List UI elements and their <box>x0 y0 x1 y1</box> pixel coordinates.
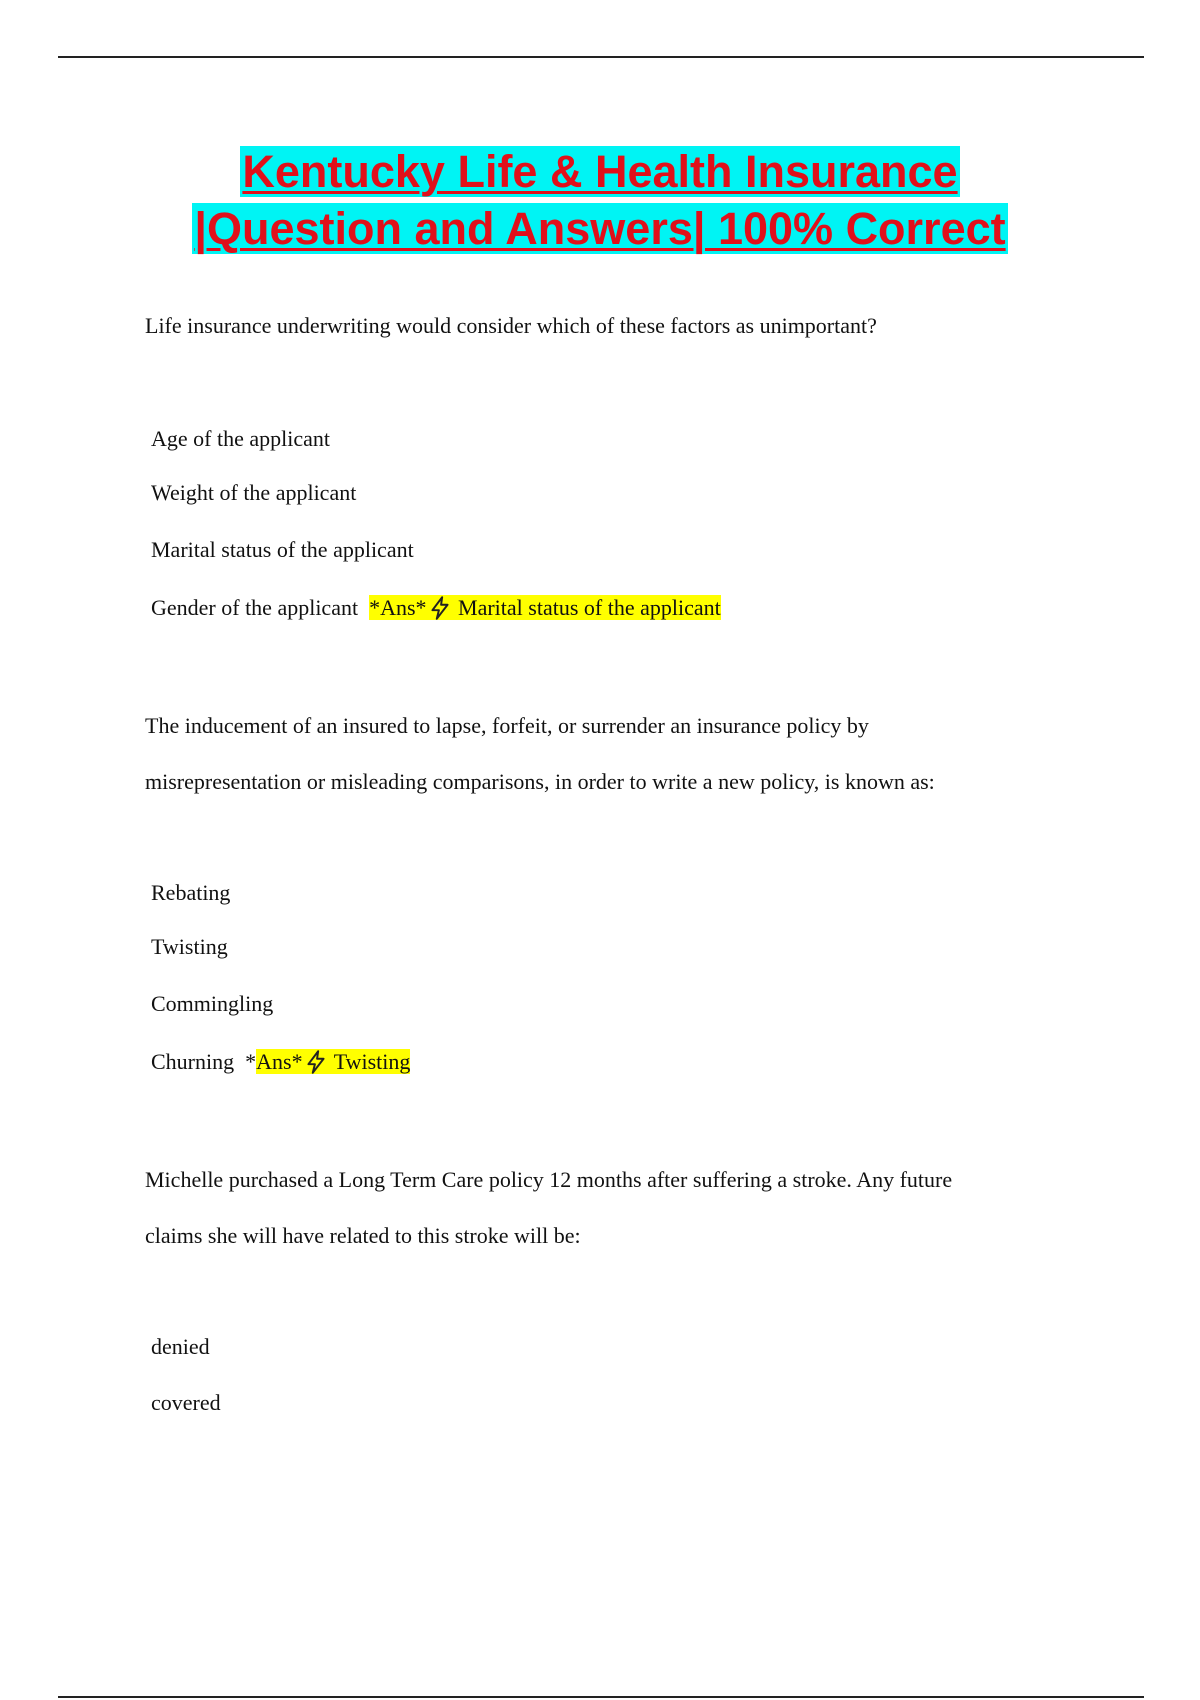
question-2-answer <box>256 1049 410 1074</box>
title-line-1: Kentucky Life & Health Insurance <box>242 146 958 197</box>
question-1-option-4: Gender of the applicant <box>151 595 359 620</box>
question-2-option-4-row <box>151 1047 410 1077</box>
question-2-answer-prefix: Ans* <box>256 1049 303 1074</box>
question-2-option-2: Twisting <box>151 934 228 959</box>
lightning-bolt-icon <box>303 1049 329 1075</box>
question-1-option-4-row <box>151 593 721 623</box>
title-line-2: |Question and Answers| 100% Correct <box>194 203 1006 254</box>
question-2-text-line-1: The inducement of an insured to lapse, forfeit, or surrender an insurance policy by <box>145 713 869 738</box>
question-2-text-line-2: misrepresentation or misleading comparisons, in order to write a new policy, is known as: <box>145 769 935 794</box>
question-1-option-3: Marital status of the applicant <box>151 537 414 562</box>
question-2-option-4: Churning <box>151 1049 235 1074</box>
question-1-text: Life insurance underwriting would consider which of these factors as unimportant? <box>145 313 877 338</box>
question-2-option-3: Commingling <box>151 991 274 1016</box>
question-2-answer-text: Twisting <box>333 1049 411 1074</box>
document-title <box>0 143 1200 257</box>
question-1-option-1: Age of the applicant <box>151 426 330 451</box>
top-rule <box>58 56 1144 58</box>
bottom-rule <box>58 1696 1144 1698</box>
question-3-text-line-2: claims she will have related to this stroke will be: <box>145 1223 581 1248</box>
question-3-text-line-1: Michelle purchased a Long Term Care policy 12 months after suffering a stroke. Any future <box>145 1167 953 1192</box>
question-3-option-2: covered <box>151 1390 221 1415</box>
question-1-answer-text: Marital status of the applicant <box>458 595 721 620</box>
lightning-bolt-icon <box>427 595 453 621</box>
question-1-answer <box>369 595 721 620</box>
question-1-answer-prefix: *Ans* <box>369 595 427 620</box>
question-2-answer-prefix-plain: * <box>245 1049 257 1074</box>
question-1-option-2: Weight of the applicant <box>151 480 357 505</box>
question-3-option-1: denied <box>151 1334 210 1359</box>
question-2-option-1: Rebating <box>151 880 231 905</box>
